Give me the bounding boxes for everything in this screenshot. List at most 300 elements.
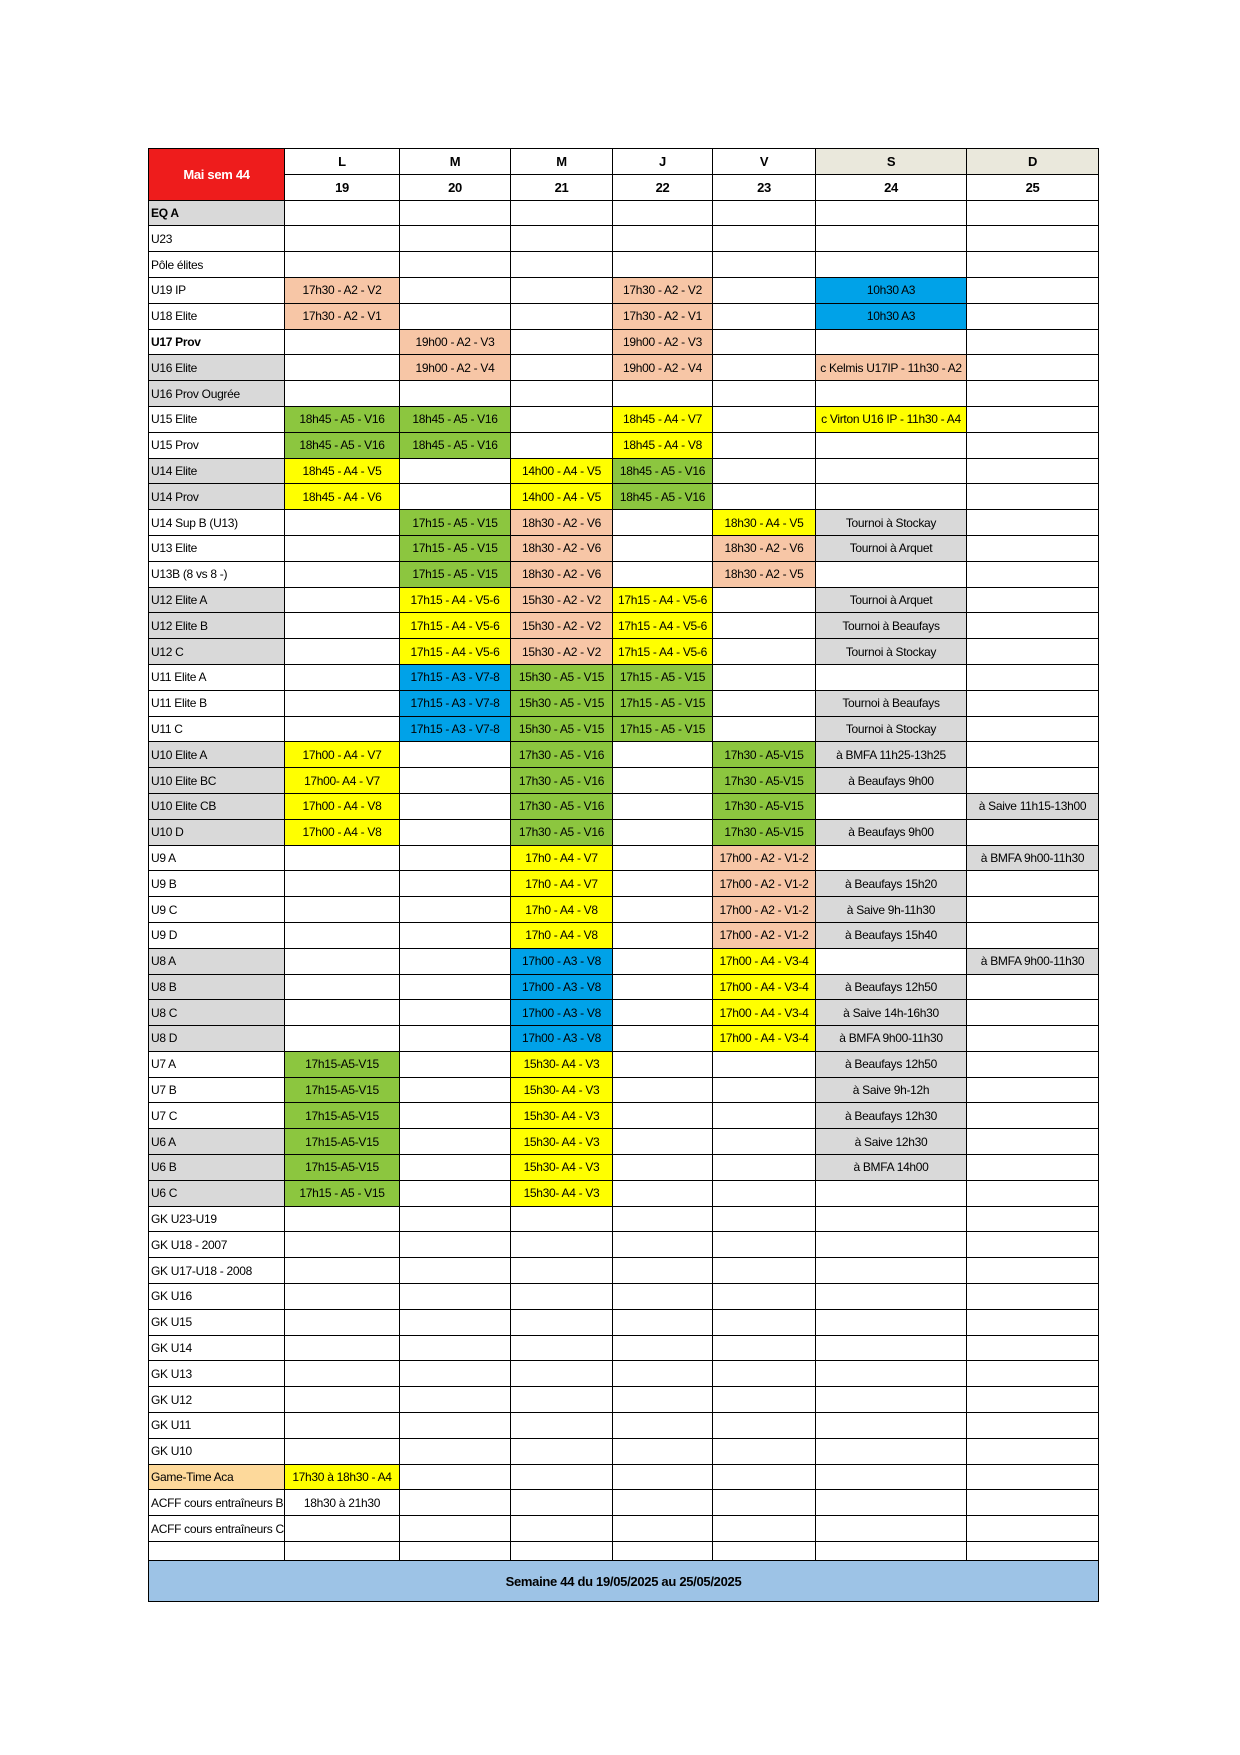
- schedule-cell: [613, 1103, 713, 1129]
- schedule-cell: à Beaufays 12h50: [816, 974, 967, 1000]
- day-letter: J: [613, 149, 713, 175]
- schedule-cell: [613, 1490, 713, 1516]
- table-row: [149, 329, 1099, 355]
- row-label: U8 D: [149, 1026, 285, 1052]
- row-label: U9 A: [149, 845, 285, 871]
- schedule-cell: [400, 458, 511, 484]
- schedule-cell: [511, 1490, 613, 1516]
- table-row: [149, 871, 1099, 897]
- schedule-cell: Tournoi à Arquet: [816, 587, 967, 613]
- table-row: [149, 897, 1099, 923]
- table-row: [149, 948, 1099, 974]
- schedule-cell: 17h30 - A5-V15: [713, 819, 816, 845]
- schedule-cell: 17h00 - A2 - V1-2: [713, 845, 816, 871]
- header-row-dates: [149, 174, 1099, 200]
- schedule-cell: [285, 1258, 400, 1284]
- row-label: GK U12: [149, 1387, 285, 1413]
- schedule-cell: 17h15 - A5 - V15: [400, 561, 511, 587]
- schedule-cell: [713, 484, 816, 510]
- schedule-cell: [613, 1206, 713, 1232]
- table-row: [149, 1490, 1099, 1516]
- schedule-cell: 19h00 - A2 - V3: [400, 329, 511, 355]
- schedule-cell: 17h15-A5-V15: [285, 1129, 400, 1155]
- day-letter: D: [967, 149, 1099, 175]
- schedule-cell: [613, 1335, 713, 1361]
- schedule-cell: 17h30 - A5 - V16: [511, 768, 613, 794]
- schedule-cell: [511, 381, 613, 407]
- schedule-cell: [400, 1438, 511, 1464]
- schedule-cell: [713, 1206, 816, 1232]
- schedule-cell: [285, 1413, 400, 1439]
- schedule-cell: [511, 277, 613, 303]
- schedule-cell: à BMFA 9h00-11h30: [967, 845, 1099, 871]
- schedule-cell: 15h30 - A5 - V15: [511, 716, 613, 742]
- table-row: [149, 1103, 1099, 1129]
- schedule-cell: [713, 1051, 816, 1077]
- schedule-cell: 17h15 - A5 - V15: [400, 510, 511, 536]
- schedule-cell: 18h30 - A2 - V5: [713, 561, 816, 587]
- schedule-cell: [816, 1180, 967, 1206]
- schedule-cell: 17h15 - A4 - V5-6: [400, 639, 511, 665]
- schedule-cell: à Saive 9h-12h: [816, 1077, 967, 1103]
- schedule-cell: [967, 1387, 1099, 1413]
- schedule-cell: [400, 1206, 511, 1232]
- schedule-cell: [400, 1335, 511, 1361]
- schedule-cell: [400, 1258, 511, 1284]
- row-label: U12 C: [149, 639, 285, 665]
- schedule-cell: [511, 1309, 613, 1335]
- table-row: [149, 922, 1099, 948]
- schedule-cell: [285, 1335, 400, 1361]
- row-label: U18 Elite: [149, 303, 285, 329]
- row-label: U14 Elite: [149, 458, 285, 484]
- table-row: [149, 226, 1099, 252]
- schedule-cell: 18h30 - A2 - V6: [713, 535, 816, 561]
- schedule-cell: 17h00 - A3 - V8: [511, 1000, 613, 1026]
- schedule-cell: [967, 510, 1099, 536]
- schedule-cell: [713, 1258, 816, 1284]
- schedule-cell: [816, 200, 967, 226]
- schedule-cell: [400, 1387, 511, 1413]
- table-row: [149, 1413, 1099, 1439]
- schedule-cell: 17h15-A5-V15: [285, 1077, 400, 1103]
- table-row: [149, 1051, 1099, 1077]
- row-label: U12 Elite A: [149, 587, 285, 613]
- schedule-cell: [713, 639, 816, 665]
- schedule-cell: à BMFA 14h00: [816, 1155, 967, 1181]
- schedule-cell: 17h15 - A4 - V5-6: [400, 587, 511, 613]
- table-row: [149, 1258, 1099, 1284]
- schedule-cell: [713, 329, 816, 355]
- schedule-cell: [967, 1413, 1099, 1439]
- schedule-cell: [816, 664, 967, 690]
- schedule-cell: [713, 1129, 816, 1155]
- row-label: GK U14: [149, 1335, 285, 1361]
- schedule-cell: [285, 1516, 400, 1542]
- schedule-cell: 18h45 - A5 - V16: [613, 458, 713, 484]
- schedule-cell: [400, 1000, 511, 1026]
- schedule-cell: [816, 1206, 967, 1232]
- schedule-cell: [285, 200, 400, 226]
- row-label: U10 Elite A: [149, 742, 285, 768]
- row-label: U12 Elite B: [149, 613, 285, 639]
- schedule-cell: 17h30 - A5 - V16: [511, 819, 613, 845]
- schedule-cell: [613, 252, 713, 278]
- schedule-cell: à Beaufays 12h30: [816, 1103, 967, 1129]
- schedule-cell: [400, 200, 511, 226]
- schedule-cell: [713, 252, 816, 278]
- schedule-cell: à Saive 14h-16h30: [816, 1000, 967, 1026]
- schedule-cell: [511, 1206, 613, 1232]
- schedule-cell: [816, 1361, 967, 1387]
- schedule-cell: 17h15 - A5 - V15: [400, 535, 511, 561]
- table-row: [149, 613, 1099, 639]
- schedule-cell: [400, 277, 511, 303]
- row-label: U13B (8 vs 8 -): [149, 561, 285, 587]
- schedule-cell: 15h30 - A5 - V15: [511, 664, 613, 690]
- schedule-cell: [967, 432, 1099, 458]
- row-label: U11 C: [149, 716, 285, 742]
- schedule-cell: 18h30 - A2 - V6: [511, 510, 613, 536]
- schedule-cell: à Beaufays 12h50: [816, 1051, 967, 1077]
- schedule-cell: [967, 226, 1099, 252]
- schedule-cell: 15h30 - A2 - V2: [511, 613, 613, 639]
- schedule-cell: [613, 226, 713, 252]
- schedule-cell: [713, 458, 816, 484]
- schedule-cell: 17h30 à 18h30 - A4: [285, 1464, 400, 1490]
- schedule-cell: [713, 1438, 816, 1464]
- schedule-cell: 17h15 - A3 - V7-8: [400, 716, 511, 742]
- schedule-cell: [816, 1309, 967, 1335]
- schedule-cell: [816, 1438, 967, 1464]
- schedule-cell: 18h30 - A2 - V6: [511, 561, 613, 587]
- schedule-cell: 17h30 - A5 - V16: [511, 742, 613, 768]
- schedule-cell: [713, 406, 816, 432]
- table-row: [149, 252, 1099, 278]
- header-row-letters: [149, 149, 1099, 175]
- schedule-cell: [967, 200, 1099, 226]
- schedule-cell: [400, 1026, 511, 1052]
- schedule-cell: [967, 1155, 1099, 1181]
- schedule-cell: 18h45 - A5 - V16: [285, 406, 400, 432]
- schedule-cell: 17h15 - A4 - V5-6: [613, 587, 713, 613]
- table-row: [149, 974, 1099, 1000]
- schedule-cell: [400, 845, 511, 871]
- schedule-cell: à BMFA 11h25-13h25: [816, 742, 967, 768]
- schedule-cell: Tournoi à Arquet: [816, 535, 967, 561]
- table-row: [149, 458, 1099, 484]
- row-label: U17 Prov: [149, 329, 285, 355]
- schedule-cell: [613, 871, 713, 897]
- schedule-cell: 17h0 - A4 - V7: [511, 871, 613, 897]
- schedule-cell: [613, 974, 713, 1000]
- schedule-cell: [511, 1516, 613, 1542]
- schedule-cell: [400, 1284, 511, 1310]
- table-row: [149, 303, 1099, 329]
- schedule-cell: [713, 1387, 816, 1413]
- schedule-cell: [511, 1335, 613, 1361]
- schedule-cell: 17h30 - A5-V15: [713, 768, 816, 794]
- schedule-cell: 17h00 - A2 - V1-2: [713, 897, 816, 923]
- schedule-cell: [713, 587, 816, 613]
- schedule-cell: 17h15 - A3 - V7-8: [400, 664, 511, 690]
- schedule-cell: [713, 1309, 816, 1335]
- schedule-cell: [967, 1000, 1099, 1026]
- schedule-cell: 17h15 - A5 - V15: [613, 690, 713, 716]
- day-number: 25: [967, 174, 1099, 200]
- schedule-cell: [511, 1284, 613, 1310]
- schedule-cell: [285, 845, 400, 871]
- table-row: [149, 1180, 1099, 1206]
- table-row: [149, 1232, 1099, 1258]
- schedule-cell: [967, 406, 1099, 432]
- day-letter: M: [400, 149, 511, 175]
- schedule-cell: [285, 226, 400, 252]
- table-row: [149, 535, 1099, 561]
- schedule-cell: [285, 897, 400, 923]
- schedule-cell: [613, 1051, 713, 1077]
- schedule-cell: [613, 1129, 713, 1155]
- schedule-cell: [713, 277, 816, 303]
- schedule-cell: [511, 1464, 613, 1490]
- schedule-cell: [816, 1284, 967, 1310]
- table-row: [149, 1464, 1099, 1490]
- table-row: [149, 200, 1099, 226]
- schedule-cell: [967, 587, 1099, 613]
- table-row: [149, 742, 1099, 768]
- schedule-cell: [285, 690, 400, 716]
- schedule-cell: [967, 561, 1099, 587]
- schedule-cell: [967, 871, 1099, 897]
- schedule-cell: [511, 303, 613, 329]
- schedule-cell: 19h00 - A2 - V3: [613, 329, 713, 355]
- schedule-cell: 17h00 - A4 - V3-4: [713, 1026, 816, 1052]
- schedule-cell: [613, 1000, 713, 1026]
- schedule-cell: 17h15-A5-V15: [285, 1103, 400, 1129]
- schedule-cell: [613, 819, 713, 845]
- row-label: GK U23-U19: [149, 1206, 285, 1232]
- schedule-cell: Tournoi à Beaufays: [816, 690, 967, 716]
- sheet-title: Mai sem 44: [149, 149, 285, 201]
- schedule-cell: [400, 1464, 511, 1490]
- schedule-cell: [613, 381, 713, 407]
- day-letter: S: [816, 149, 967, 175]
- schedule-cell: [613, 742, 713, 768]
- schedule-cell: 18h45 - A4 - V7: [613, 406, 713, 432]
- day-letter: M: [511, 149, 613, 175]
- table-row: [149, 587, 1099, 613]
- schedule-cell: [511, 1438, 613, 1464]
- row-label: U10 Elite BC: [149, 768, 285, 794]
- schedule-cell: [400, 742, 511, 768]
- schedule-cell: à Beaufays 9h00: [816, 819, 967, 845]
- day-letter: L: [285, 149, 400, 175]
- schedule-cell: c Kelmis U17IP - 11h30 - A2: [816, 355, 967, 381]
- schedule-cell: 18h30 - A2 - V6: [511, 535, 613, 561]
- schedule-cell: 18h45 - A5 - V16: [400, 432, 511, 458]
- schedule-cell: [613, 1438, 713, 1464]
- schedule-cell: [285, 922, 400, 948]
- table-row: [149, 561, 1099, 587]
- schedule-cell: [967, 690, 1099, 716]
- schedule-cell: [400, 303, 511, 329]
- schedule-cell: [613, 1309, 713, 1335]
- schedule-cell: [613, 1026, 713, 1052]
- schedule-cell: [613, 535, 713, 561]
- row-label: ACFF cours entraîneurs C: [149, 1516, 285, 1542]
- table-row: [149, 1438, 1099, 1464]
- schedule-cell: [400, 1309, 511, 1335]
- schedule-cell: [967, 1129, 1099, 1155]
- schedule-cell: [967, 1438, 1099, 1464]
- schedule-cell: 15h30- A4 - V3: [511, 1077, 613, 1103]
- row-label: U19 IP: [149, 277, 285, 303]
- table-row: [149, 1155, 1099, 1181]
- schedule-cell: Tournoi à Stockay: [816, 510, 967, 536]
- schedule-cell: [400, 897, 511, 923]
- schedule-cell: [613, 948, 713, 974]
- schedule-cell: 17h00 - A4 - V3-4: [713, 974, 816, 1000]
- schedule-cell: [613, 510, 713, 536]
- schedule-cell: [967, 277, 1099, 303]
- table-row: [149, 1026, 1099, 1052]
- row-label: GK U16: [149, 1284, 285, 1310]
- schedule-cell: [713, 613, 816, 639]
- schedule-cell: [400, 948, 511, 974]
- schedule-cell: 17h00 - A4 - V8: [285, 793, 400, 819]
- schedule-cell: [967, 252, 1099, 278]
- schedule-cell: [400, 1516, 511, 1542]
- row-label: U8 A: [149, 948, 285, 974]
- day-number: 21: [511, 174, 613, 200]
- schedule-cell: 18h45 - A5 - V16: [613, 484, 713, 510]
- schedule-cell: [613, 1077, 713, 1103]
- schedule-cell: 17h00 - A3 - V8: [511, 948, 613, 974]
- row-label: U13 Elite: [149, 535, 285, 561]
- footer-row: [149, 1561, 1099, 1602]
- schedule-cell: 17h15 - A3 - V7-8: [400, 690, 511, 716]
- schedule-cell: 15h30 - A2 - V2: [511, 639, 613, 665]
- schedule-cell: [511, 1413, 613, 1439]
- schedule-cell: [285, 561, 400, 587]
- schedule-cell: [400, 1180, 511, 1206]
- schedule-cell: [816, 432, 967, 458]
- schedule-cell: [285, 1232, 400, 1258]
- schedule-cell: [816, 561, 967, 587]
- schedule-cell: [613, 1516, 713, 1542]
- schedule-cell: [967, 768, 1099, 794]
- schedule-cell: [967, 1516, 1099, 1542]
- schedule-cell: [816, 458, 967, 484]
- row-label: U11 Elite B: [149, 690, 285, 716]
- schedule-cell: à Saive 9h-11h30: [816, 897, 967, 923]
- schedule-cell: [967, 1309, 1099, 1335]
- schedule-cell: [967, 381, 1099, 407]
- table-row: [149, 1516, 1099, 1542]
- schedule-cell: [967, 716, 1099, 742]
- row-label: ACFF cours entraîneurs B: [149, 1490, 285, 1516]
- schedule-cell: [400, 922, 511, 948]
- schedule-cell: [400, 484, 511, 510]
- schedule-cell: [713, 303, 816, 329]
- schedule-cell: à Beaufays 15h40: [816, 922, 967, 948]
- schedule-cell: [967, 535, 1099, 561]
- schedule-cell: [285, 1309, 400, 1335]
- day-number: 24: [816, 174, 967, 200]
- schedule-cell: [511, 200, 613, 226]
- table-row: [149, 1361, 1099, 1387]
- schedule-cell: [816, 1516, 967, 1542]
- schedule-cell: 15h30- A4 - V3: [511, 1051, 613, 1077]
- schedule-cell: [816, 845, 967, 871]
- schedule-cell: [285, 329, 400, 355]
- schedule-cell: [400, 1129, 511, 1155]
- schedule-cell: [285, 871, 400, 897]
- schedule-cell: [285, 381, 400, 407]
- schedule-cell: [713, 432, 816, 458]
- schedule-cell: [816, 1413, 967, 1439]
- schedule-cell: 18h45 - A4 - V8: [613, 432, 713, 458]
- schedule-cell: [285, 355, 400, 381]
- row-label: EQ A: [149, 200, 285, 226]
- schedule-cell: [511, 1361, 613, 1387]
- schedule-cell: [967, 303, 1099, 329]
- schedule-cell: [816, 1335, 967, 1361]
- row-label: GK U15: [149, 1309, 285, 1335]
- schedule-cell: à Saive 11h15-13h00: [967, 793, 1099, 819]
- day-number: 19: [285, 174, 400, 200]
- schedule-cell: [713, 1180, 816, 1206]
- schedule-cell: [967, 1335, 1099, 1361]
- schedule-cell: 15h30- A4 - V3: [511, 1103, 613, 1129]
- schedule-cell: 18h45 - A5 - V16: [285, 432, 400, 458]
- schedule-cell: [967, 922, 1099, 948]
- schedule-cell: [400, 1413, 511, 1439]
- schedule-cell: [967, 1490, 1099, 1516]
- schedule-cell: [967, 355, 1099, 381]
- schedule-cell: [713, 1232, 816, 1258]
- schedule-cell: 15h30- A4 - V3: [511, 1155, 613, 1181]
- schedule-cell: [967, 1284, 1099, 1310]
- schedule-cell: 15h30 - A2 - V2: [511, 587, 613, 613]
- schedule-cell: [713, 1284, 816, 1310]
- schedule-cell: [613, 922, 713, 948]
- row-label: U6 A: [149, 1129, 285, 1155]
- schedule-cell: [613, 897, 713, 923]
- week-range-footer: Semaine 44 du 19/05/2025 au 25/05/2025: [149, 1561, 1099, 1602]
- schedule-cell: [285, 974, 400, 1000]
- schedule-cell: 17h00 - A2 - V1-2: [713, 922, 816, 948]
- schedule-cell: 17h00 - A3 - V8: [511, 974, 613, 1000]
- table-row: [149, 1077, 1099, 1103]
- table-row: [149, 432, 1099, 458]
- schedule-cell: 14h00 - A4 - V5: [511, 484, 613, 510]
- schedule-cell: [400, 226, 511, 252]
- schedule-cell: 17h30 - A5 - V16: [511, 793, 613, 819]
- schedule-cell: [967, 639, 1099, 665]
- schedule-cell: [816, 1232, 967, 1258]
- schedule-cell: [511, 1258, 613, 1284]
- day-number: 23: [713, 174, 816, 200]
- schedule-cell: 19h00 - A2 - V4: [613, 355, 713, 381]
- schedule-cell: [400, 871, 511, 897]
- row-label: U9 B: [149, 871, 285, 897]
- schedule-cell: [816, 329, 967, 355]
- schedule-cell: [713, 226, 816, 252]
- row-label: Pôle élites: [149, 252, 285, 278]
- schedule-cell: [613, 1180, 713, 1206]
- row-label: U6 B: [149, 1155, 285, 1181]
